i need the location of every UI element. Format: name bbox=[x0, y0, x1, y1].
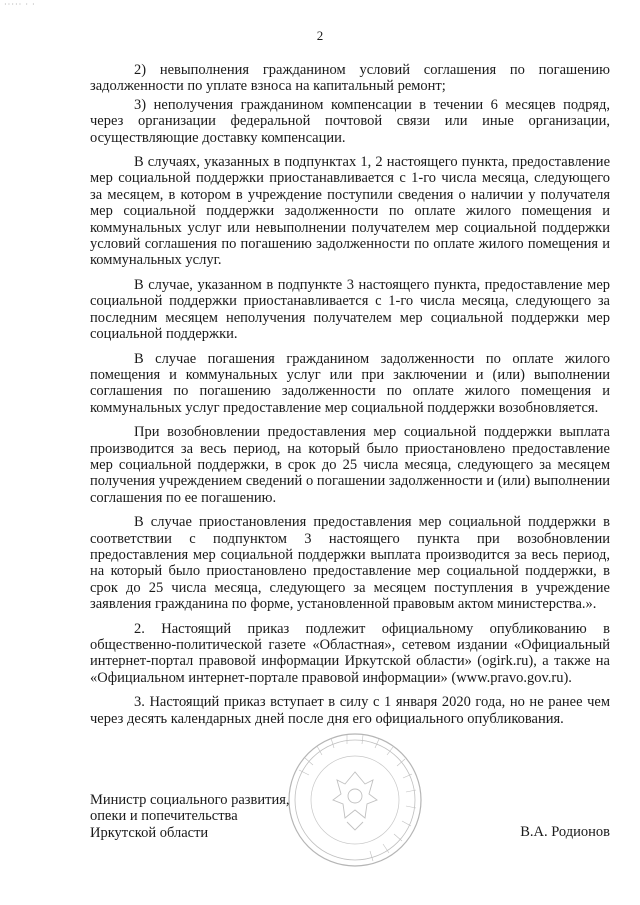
scan-corner-mark: ····· · · bbox=[4, 0, 36, 9]
paragraph-entry-into-force: 3. Настоящий приказ вступает в силу с 1 января 2020 года, но не ранее чем через десять календарных дней после дня его официального опубликования. bbox=[90, 694, 610, 727]
signatory-position bbox=[90, 792, 350, 841]
paragraph-suspension-3: В случае, указанном в подпункте 3 настоящего пункта, предоставление мер социальной поддержки приостанавливается с 1-го числа месяца, следующего за последним месяцем неполучения получателем мер социальной поддержки мер социальной поддержки. bbox=[90, 276, 610, 343]
signatory-title-line-2: опеки и попечительства bbox=[90, 808, 238, 825]
paragraph-subitem-3: 3) неполучения гражданином компенсации в течении 6 месяцев подряд, через организации федеральной почтовой связи или иные организации, осуществляющие доставку компенсации. bbox=[90, 96, 610, 146]
paragraph-payment-subitem-3: В случае приостановления предоставления мер социальной поддержки в соответствии с подпунктом 3 настоящего пункта при возобновлении предоставления мер социальной поддержки выплата производится за весь период, на который было приостановлено предоставление мер социальной поддержки, в срок до 25 числа месяца, следующего за месяцем поступления в учреждение заявления гражданина по форме, установленной правовым актом министерства.». bbox=[90, 514, 610, 613]
paragraph-subitem-2: 2) невыполнения гражданином условий соглашения по погашению задолженности по уплате взноса на капитальный ремонт; bbox=[90, 62, 610, 95]
signatory-title-line-3: Иркутской области bbox=[90, 824, 209, 841]
paragraph-publication: 2. Настоящий приказ подлежит официальному опубликованию в общественно-политической газете «Областная», сетевом издании «Официальный интернет-портал правовой информации Иркутской области» (ogirk.ru), а также на «Официальном интернет-портале правовой информации» (www.pravo.gov.ru). bbox=[90, 620, 610, 686]
paragraph-resumption: В случае погашения гражданином задолженности по оплате жилого помещения и коммунальных услуг или при заключении и (или) выполнении соглашения по погашению задолженности по оплате жилого помещения и коммунальных услуг предоставление мер социальной поддержки возобновляется. bbox=[90, 350, 610, 416]
paragraph-payment-on-resumption: При возобновлении предоставления мер социальной поддержки выплата производится за весь период, на который было приостановлено предоставление мер социальной поддержки, в срок до 25 числа месяца, следующего за месяцем получения учреждением сведений о погашении задолженности и (или) выполнении соглашения по ее погашению. bbox=[90, 424, 610, 506]
signatory-title-line-1: Министр социального развития, bbox=[90, 792, 290, 808]
paragraph-suspension-1-2: В случаях, указанных в подпунктах 1, 2 настоящего пункта, предоставление мер социальной поддержки приостанавливается с 1-го числа месяца, следующего за месяцем, в котором в учреждение поступили сведения о наличии у получателя мер социальной поддержки задолженности по оплате жилого помещения и коммунальных услуг или невыполнении получателем мер социальной поддержки условий соглашения по погашению задолженности по оплате жилого помещения и коммунальных услуг. bbox=[90, 154, 610, 269]
signatory-name: В.А. Родионов bbox=[520, 824, 610, 840]
document-body bbox=[90, 62, 610, 729]
page-number: 2 bbox=[316, 28, 324, 43]
